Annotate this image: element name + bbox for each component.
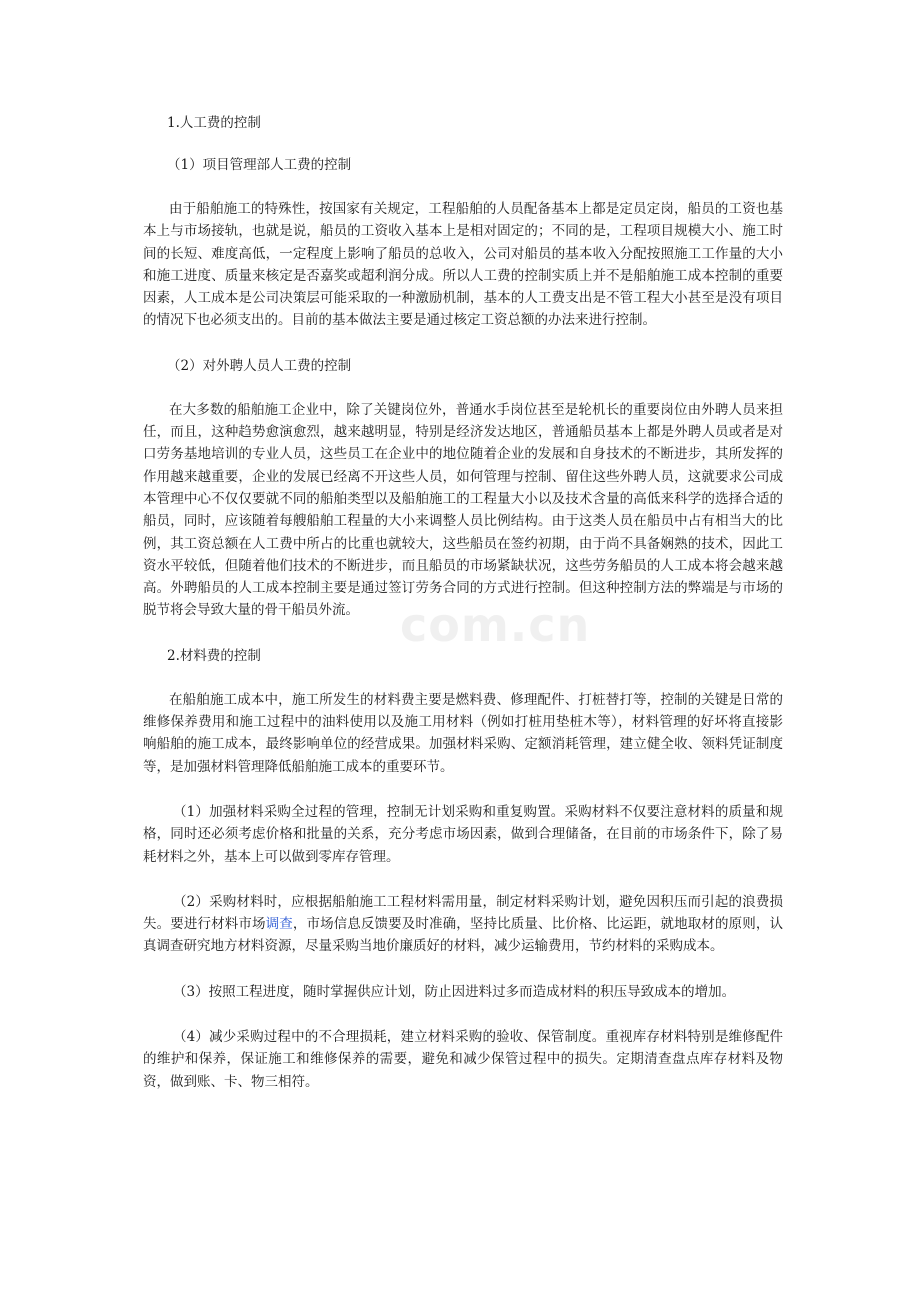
document-body <box>143 112 783 1093</box>
list-item-material-2-text-end: ，市场信息反馈要及时准确，坚持比质量、比价格、比运距，就地取材的原则，认真调查研究地方材料资源，尽量采购当地价廉质好的材料，减少运输费用，节约材料的采购成本。 <box>143 916 784 955</box>
paragraph-outsourced-labor-cost: 在大多数的船舶施工企业中，除了关键岗位外，普通水手岗位甚至是轮机长的重要岗位由外聘人员来担任，而且，这种趋势愈演愈烈，越来越明显，特别是经济发达地区，普通船员基本上都是外聘人员或者是对口劳务基地培训的专业人员，这些员工在企业中的地位随着企业的发展和自身技术的不断进步，其所发挥的作用越来越重要，企业的发展已经离不开这些人员，如何管理与控制、留住这些外聘人员，这就要求公司成本管理中心不仅仅要就不同的船舶类型以及船舶施工的工程量大小以及技术含量的高低来科学的选择合适的船员，同时，应该随着每艘船舶工程量的大小来调整人员比例结构。由于这类人员在船员中占有相当大的比例，其工资总额在人工费中所占的比重也就较大，这些船员在签约初期，由于尚不具备娴熟的技术，因此工资水平较低，但随着他们技术的不断进步，而且船员的市场紧缺状况，这些劳务船员的人工成本将会越来越高。外聘船员的人工成本控制主要是通过签订劳务合同的方式进行控制。但这种控制方法的弊端是与市场的脱节将会导致大量的骨干船员外流。 <box>143 401 783 619</box>
section-heading-labor-cost: 1.人工费的控制 <box>167 115 261 131</box>
subheading-outsourced-labor-cost: （2）对外聘人员人工费的控制 <box>167 357 352 374</box>
paragraph-project-labor-cost: 由于船舶施工的特殊性，按国家有关规定，工程船舶的人员配备基本上都是定员定岗，船员的工资也基本上与市场接轨，也就是说，船员的工资收入基本上是相对固定的；不同的是，工程项目规模大小、施工时间的长短、难度高低，一定程度上影响了船员的总收入，公司对船员的基本收入分配按照施工工作量的大小和施工进度、质量来核定是否嘉奖或超利润分成。所以人工费的控制实质上并不是船舶施工成本控制的重要因素，人工成本是公司决策层可能采取的一种激励机制，基本的人工费支出是不管工程大小甚至是没有项目的情况下也必须支出的。目前的基本做法主要是通过核定工资总额的办法来进行控制。 <box>143 201 783 329</box>
list-item-material-2 <box>143 891 783 958</box>
list-item-material-1: （1）加强材料采购全过程的管理，控制无计划采购和重复购置。采购材料不仅要注意材料的质量和规格，同时还必须考虑价格和批量的关系，充分考虑市场因素，做到合理储备，在目前的市场条件下，除了易耗材料之外，基本上可以做到零库存管理。 <box>143 803 783 865</box>
list-item-material-2-text-start: （2）采购材料时，应根据船舶施工工程材料需用量，制定材料采购计划，避免因积压而引起的浪费损失。要进行材料市场 <box>143 893 783 933</box>
paragraph-material-cost-intro: 在船舶施工成本中，施工所发生的材料费主要是燃料费、修理配件、打桩替打等，控制的关键是日常的维修保养费用和施工过程中的油料使用以及施工用材料（例如打桩用垫桩木等），材料管理的好坏将直接影响船舶的施工成本，最终影响单位的经营成果。加强材料采购、定额消耗管理，建立健全收、领料凭证制度等，是加强材料管理降低船舶施工成本的重要环节。 <box>143 691 783 775</box>
list-item-material-4: （4）减少采购过程中的不合理损耗，建立材料采购的验收、保管制度。重视库存材料特别是维修配件的维护和保养，保证施工和维修保养的需要，避免和减少保管过程中的损失。定期清查盘点库存材料及物资，做到账、卡、物三相符。 <box>143 1029 783 1090</box>
survey-link[interactable]: 调查 <box>265 916 293 933</box>
section-heading-material-cost: 2.材料费的控制 <box>167 647 261 664</box>
subheading-project-labor-cost: （1）项目管理部人工费的控制 <box>167 157 352 173</box>
watermark: com.cn <box>400 598 591 652</box>
list-item-material-3: （3）按照工程进度，随时掌握供应计划，防止因进料过多而造成材料的积压导致成本的增加。 <box>173 983 736 1000</box>
